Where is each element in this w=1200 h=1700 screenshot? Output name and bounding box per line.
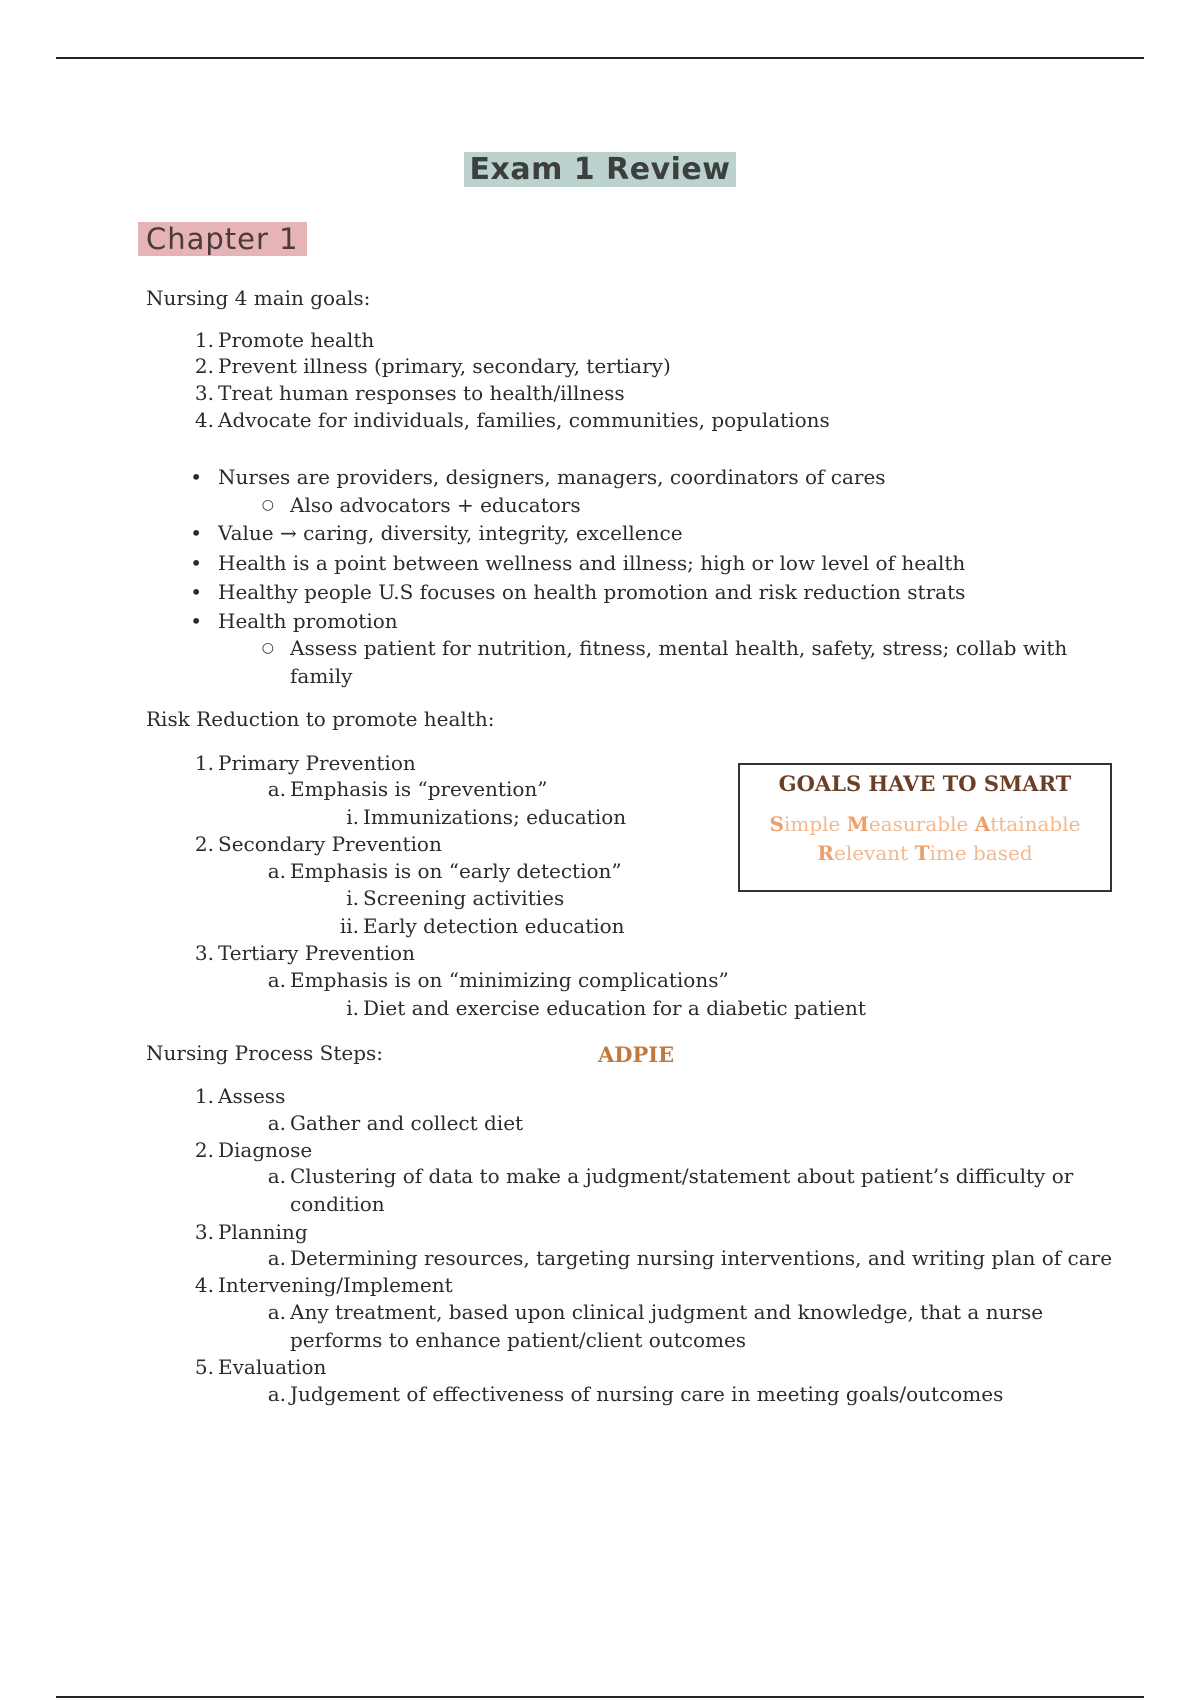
process-label: Nursing Process Steps:	[146, 1041, 384, 1065]
smart-line-1: Simple Measurable Attainable	[769, 812, 1081, 836]
list-item: 2. Prevent illness (primary, secondary, tertiary)	[194, 354, 671, 378]
list-sub-item: a. Emphasis is on “minimizing complications”	[267, 968, 729, 992]
list-sub-sub-item: ii. Early detection education	[339, 914, 625, 938]
sub-bullet-item: ○ Also advocators + educators	[261, 493, 581, 517]
list-item: 2. Secondary Prevention	[194, 832, 442, 856]
list-item: 1. Primary Prevention	[194, 751, 416, 775]
smart-goals-box	[738, 763, 1112, 892]
list-item: 1. Assess	[194, 1084, 286, 1108]
list-item: 3. Treat human responses to health/illness	[194, 381, 625, 405]
chapter-heading: Chapter 1	[138, 222, 307, 256]
list-sub-item: a. Emphasis is “prevention”	[267, 777, 548, 801]
list-sub-item: a. Any treatment, based upon clinical judgment and knowledge, that a nurse	[267, 1300, 1044, 1324]
smart-box-body	[740, 810, 1110, 868]
list-item: 1. Promote health	[194, 328, 375, 352]
list-item: 3. Tertiary Prevention	[194, 941, 415, 965]
list-sub-continuation: performs to enhance patient/client outcomes	[290, 1328, 747, 1352]
bullet-item: • Healthy people U.S focuses on health promotion and risk reduction strats	[190, 580, 966, 604]
bullet-item: • Value → caring, diversity, integrity, excellence	[190, 521, 683, 545]
list-sub-item: a. Emphasis is on “early detection”	[267, 859, 622, 883]
bullet-item: • Nurses are providers, designers, managers, coordinators of cares	[190, 465, 886, 489]
list-sub-item: a. Gather and collect diet	[267, 1111, 524, 1135]
page-title: Exam 1 Review	[0, 152, 1200, 187]
bullet-item: • Health promotion	[190, 609, 398, 633]
list-item: 4. Intervening/Implement	[194, 1273, 453, 1297]
bottom-rule	[56, 1696, 1144, 1698]
list-item: 5. Evaluation	[194, 1355, 327, 1379]
list-item: 4. Advocate for individuals, families, communities, populations	[194, 408, 830, 432]
list-item: 3. Planning	[194, 1220, 308, 1244]
list-sub-sub-item: i. Diet and exercise education for a diabetic patient	[346, 996, 866, 1020]
acronym-adpie: ADPIE	[598, 1042, 675, 1067]
goals-label: Nursing 4 main goals:	[146, 286, 371, 310]
sub-bullet-item: ○ Assess patient for nutrition, fitness, mental health, safety, stress; collab with	[261, 636, 1068, 660]
smart-line-2: Relevant Time based	[817, 841, 1033, 865]
risk-label: Risk Reduction to promote health:	[146, 707, 495, 731]
list-sub-item: a. Determining resources, targeting nursing interventions, and writing plan of care	[267, 1246, 1113, 1270]
list-sub-item: a. Judgement of effectiveness of nursing care in meeting goals/outcomes	[267, 1382, 1004, 1406]
sub-bullet-continuation: family	[290, 664, 353, 688]
top-rule	[56, 57, 1144, 59]
list-sub-continuation: condition	[290, 1192, 385, 1216]
bullet-item: • Health is a point between wellness and illness; high or low level of health	[190, 551, 966, 575]
list-sub-sub-item: i. Screening activities	[346, 886, 565, 910]
smart-box-title: GOALS HAVE TO SMART	[778, 771, 1072, 796]
list-sub-item: a. Clustering of data to make a judgment/statement about patient’s difficulty or	[267, 1164, 1074, 1188]
list-item: 2. Diagnose	[194, 1138, 313, 1162]
list-sub-sub-item: i. Immunizations; education	[346, 805, 627, 829]
